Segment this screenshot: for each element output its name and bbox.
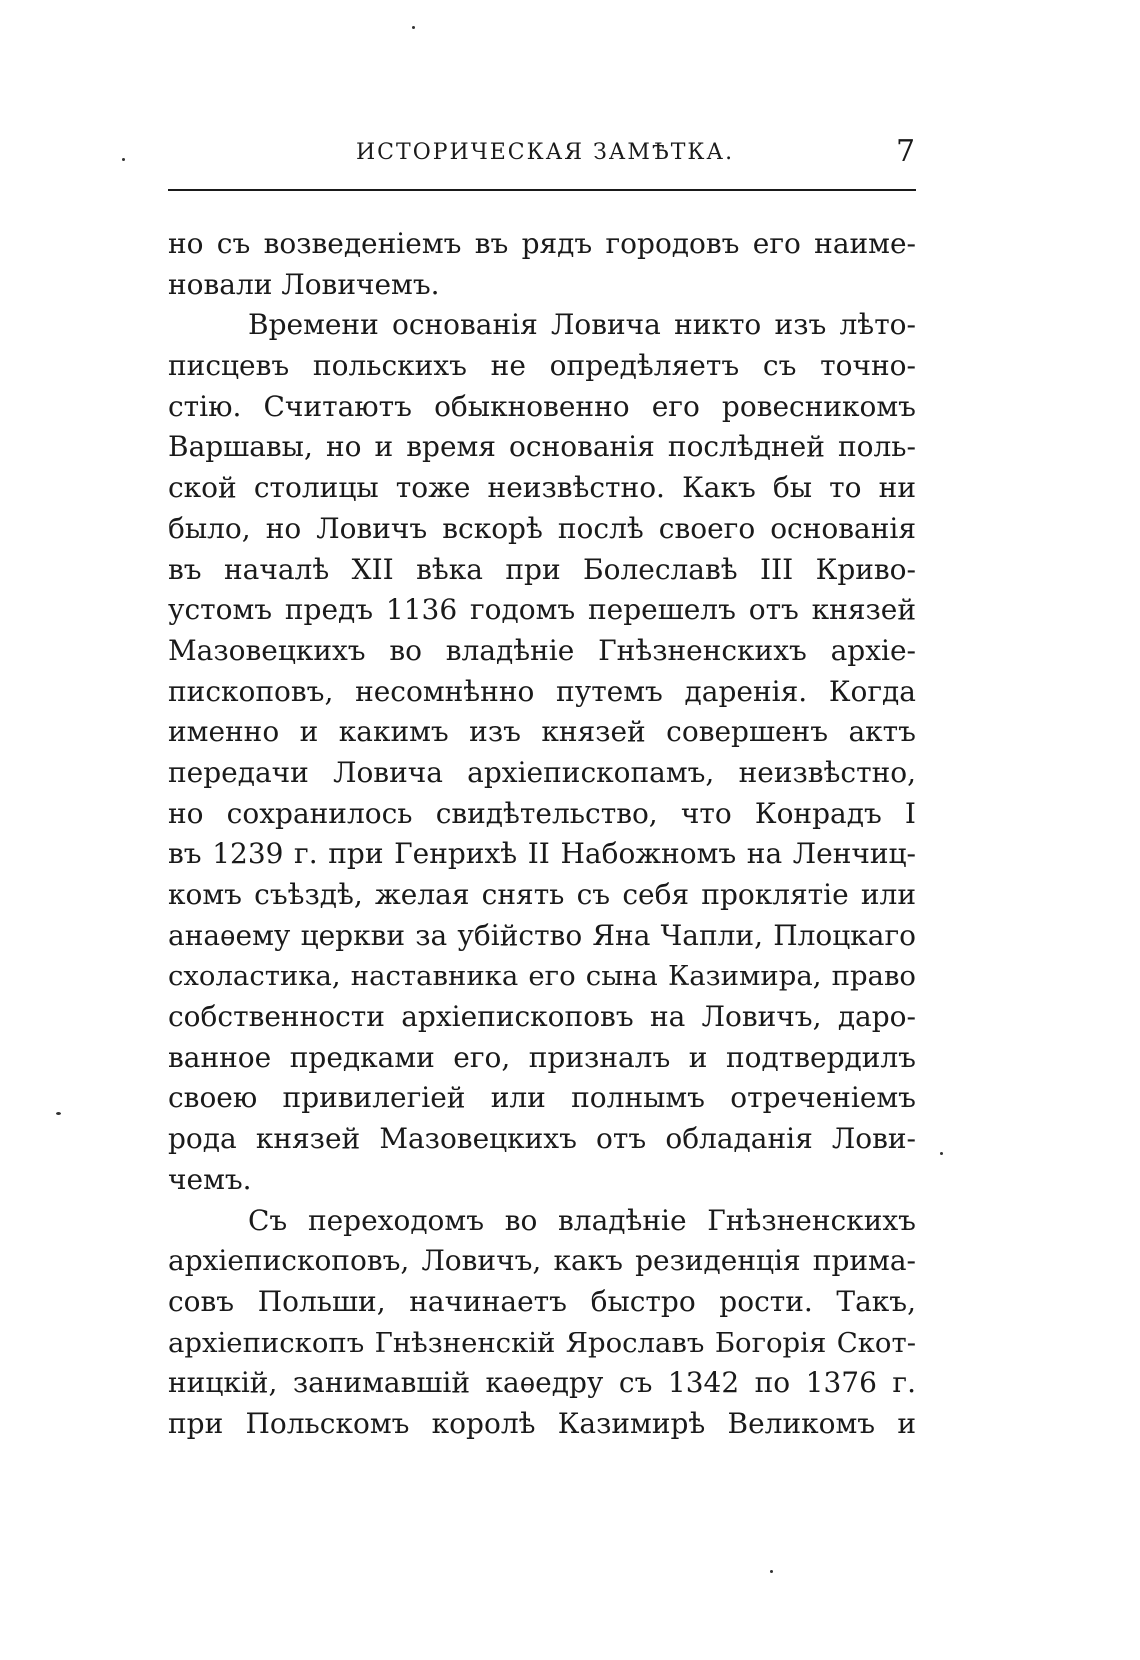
text-line: чемъ. [168,1162,252,1196]
text-line: въ началѣ XII вѣка при Болеславѣ III Криво- [168,552,916,586]
text-line: своею привилегіей или полнымъ отреченіемъ [168,1081,916,1115]
text-line: Времени основанія Ловича никто изъ лѣто- [248,308,916,342]
text-line: было, но Ловичъ вскорѣ послѣ своего основанія [168,511,916,545]
scan-speck [940,1152,943,1155]
text-line: ницкій, занимавшій каѳедру съ 1342 по 1376 г. [168,1366,916,1400]
text-line: Варшавы, но и время основанія послѣдней поль- [168,430,916,464]
text-line: собственности архіепископовъ на Ловичъ, даро- [168,1000,916,1034]
text-line: схоластика, наставника его сына Казимира, право [168,960,916,993]
text-line: совъ Польши, начинаетъ быстро рости. Такъ, [168,1284,916,1318]
text-line: именно и какимъ изъ князей совершенъ актъ [168,715,916,749]
text-line: рода князей Мазовецкихъ отъ обладанія Лови- [168,1122,916,1156]
text-line: Съ переходомъ во владѣніе Гнѣзненскихъ [248,1203,916,1237]
text-line: Мазовецкихъ во владѣніе Гнѣзненскихъ архіе- [168,633,916,667]
scan-speck [122,158,125,161]
scan-speck [56,1112,61,1115]
text-line: комъ съѣздѣ, желая снять съ себя проклятіе или [168,878,916,911]
scan-speck [412,26,415,29]
text-line: но сохранилось свидѣтельство, что Конрадъ I [168,796,916,830]
text-line: передачи Ловича архіепископамъ, неизвѣстно, [168,755,916,789]
text-line: новали Ловичемъ. [168,267,440,301]
text-line: стію. Считаютъ обыкновенно его ровесникомъ [168,389,916,423]
text-line: архіепископовъ, Ловичъ, какъ резиденція прима- [168,1244,916,1278]
running-title: ИСТОРИЧЕСКАЯ ЗАМѢТКА. [356,140,735,165]
header-rule [168,189,916,191]
text-line: ской столицы тоже неизвѣстно. Какъ бы то ни [168,471,916,505]
scan-speck [770,1570,773,1573]
text-line: анаѳему церкви за убійство Яна Чапли, Плоцкаго [168,918,916,952]
text-line: пископовъ, несомнѣнно путемъ даренія. Когда [168,674,916,708]
text-line: въ 1239 г. при Генрихѣ II Набожномъ на Ленчиц- [168,837,916,871]
text-line: устомъ предъ 1136 годомъ перешелъ отъ князей [168,593,916,627]
text-line: но съ возведеніемъ въ рядъ городовъ его наиме- [168,227,916,260]
page-number: 7 [896,134,916,169]
text-line: ванное предками его, призналъ и подтвердилъ [168,1040,916,1074]
text-line: архіепископъ Гнѣзненскій Ярославъ Богорія Скот- [168,1326,916,1359]
text-line: писцевъ польскихъ не опредѣляетъ съ точно- [168,349,916,383]
body-text [168,224,916,1445]
text-line: при Польскомъ королѣ Казимирѣ Великомъ и [168,1406,916,1440]
